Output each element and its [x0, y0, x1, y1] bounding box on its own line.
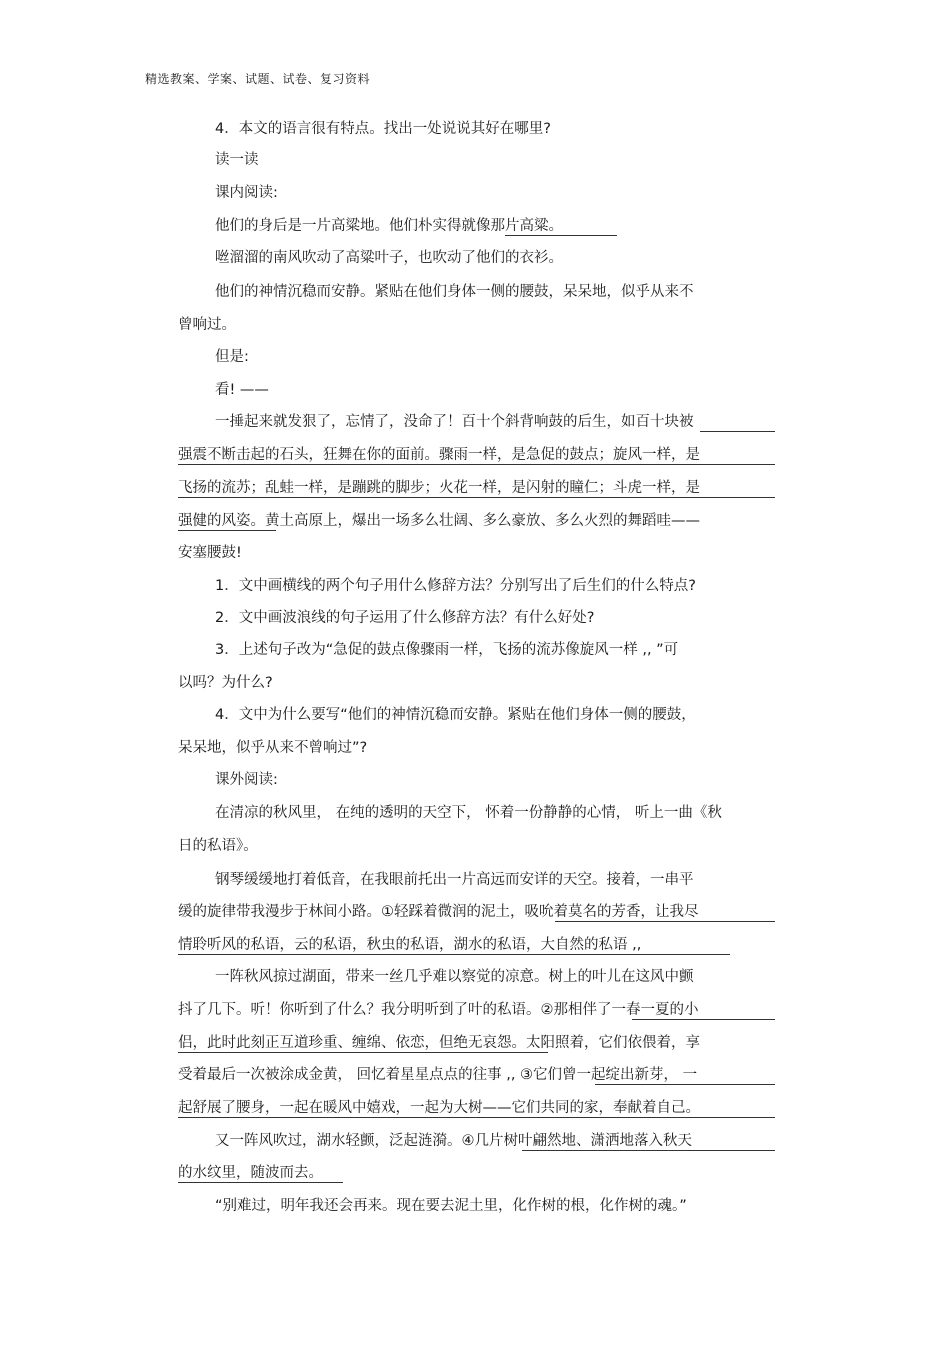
text-line: 飞扬的流苏；乱蛙一样，是蹦跳的脚步；火花一样，是闪射的瞳仁；斗虎一样，是 — [178, 480, 700, 496]
underline-mark — [522, 1150, 775, 1151]
text-line: 受着最后一次被涂成金黄， 回忆着星星点点的往事 ,, ③它们曾一起绽出新芽， 一 — [178, 1067, 698, 1083]
text-line: 一阵秋风掠过湖面，带来一丝几乎难以察觉的凉意。树上的叶儿在这风中颤 — [215, 969, 694, 985]
text-line: 情聆听风的私语，云的私语，秋虫的私语，湖水的私语，大自然的私语 ,, — [178, 937, 642, 953]
text-line: 4．文中为什么要写“他们的神情沉稳而安静。紧贴在他们身体一侧的腰鼓， — [215, 707, 696, 723]
underline-mark — [178, 954, 730, 955]
text-line: 他们的身后是一片高粱地。他们朴实得就像那片高粱。 — [215, 218, 563, 234]
text-line: 呆呆地，似乎从来不曾响过”? — [178, 740, 368, 756]
text-line: 起舒展了腰身，一起在暖风中嬉戏，一起为大树——它们共同的家，奉献着自己。 — [178, 1100, 700, 1116]
underline-mark — [178, 1052, 548, 1053]
text-line: 以吗？为什么? — [178, 675, 273, 691]
underline-mark — [178, 530, 276, 531]
text-line: 在清凉的秋风里， 在纯的透明的天空下， 怀着一份静静的心情， 听上一曲《秋 — [215, 805, 722, 821]
text-line: 他们的神情沉稳而安静。紧贴在他们身体一侧的腰鼓，呆呆地，似乎从来不 — [215, 284, 694, 300]
text-line: 侣，此时此刻正互道珍重、缠绵、依恋，但绝无哀怨。太阳照着，它们依偎着，享 — [178, 1035, 700, 1051]
underline-mark — [700, 431, 775, 432]
underline-mark — [632, 1019, 775, 1020]
text-line: 但是: — [215, 349, 249, 365]
text-line: 缓的旋律带我漫步于林间小路。①轻踩着微润的泥土，吸吮着莫名的芳香，让我尽 — [178, 904, 699, 920]
text-line: 2．文中画波浪线的句子运用了什么修辞方法？有什么好处? — [215, 610, 595, 626]
underline-mark — [178, 497, 775, 498]
underline-mark — [178, 1117, 775, 1118]
text-line: 又一阵风吹过，湖水轻颤，泛起涟漪。④几片树叶翩然地、潇洒地落入秋天 — [215, 1133, 692, 1149]
text-line: 咝溜溜的南风吹动了高粱叶子，也吹动了他们的衣衫。 — [215, 250, 563, 266]
text-line: 安塞腰鼓! — [178, 545, 242, 561]
text-line: 的水纹里，随波而去。 — [178, 1165, 323, 1181]
underline-mark — [595, 1084, 775, 1085]
underline-mark — [555, 921, 775, 922]
text-line: 读一读 — [215, 152, 259, 168]
text-line: 钢琴缓缓地打着低音，在我眼前托出一片高远而安详的天空。接着，一串平 — [215, 872, 694, 888]
text-line: 强震不断击起的石头，狂舞在你的面前。骤雨一样，是急促的鼓点；旋风一样，是 — [178, 447, 700, 463]
text-line: “别难过，明年我还会再来。现在要去泥土里，化作树的根，化作树的魂。” — [215, 1198, 687, 1214]
text-line: 抖了几下。听！你听到了什么？我分明听到了叶的私语。②那相伴了一春一夏的小 — [178, 1002, 699, 1018]
page-header: 精选教案、学案、试题、试卷、复习资料 — [145, 72, 371, 86]
text-line: 曾响过。 — [178, 317, 236, 333]
text-line: 看! —— — [215, 382, 269, 398]
text-line: 日的私语》。 — [178, 838, 258, 854]
text-line: 一捶起来就发狠了，忘情了，没命了！百十个斜背响鼓的后生，如百十块被 — [215, 414, 694, 430]
text-line: 课内阅读: — [215, 185, 278, 201]
text-line: 4．本文的语言很有特点。找出一处说说其好在哪里? — [215, 121, 551, 137]
underline-mark — [505, 235, 617, 236]
underline-mark — [178, 1182, 343, 1183]
text-line: 1．文中画横线的两个句子用什么修辞方法？分别写出了后生们的什么特点? — [215, 578, 696, 594]
text-line: 3．上述句子改为“急促的鼓点像骤雨一样，飞扬的流苏像旋风一样 ,, ”可 — [215, 642, 679, 658]
underline-mark — [178, 464, 775, 465]
text-line: 课外阅读: — [215, 772, 278, 788]
text-line: 强健的风姿。黄土高原上，爆出一场多么壮阔、多么豪放、多么火烈的舞蹈哇—— — [178, 513, 700, 529]
